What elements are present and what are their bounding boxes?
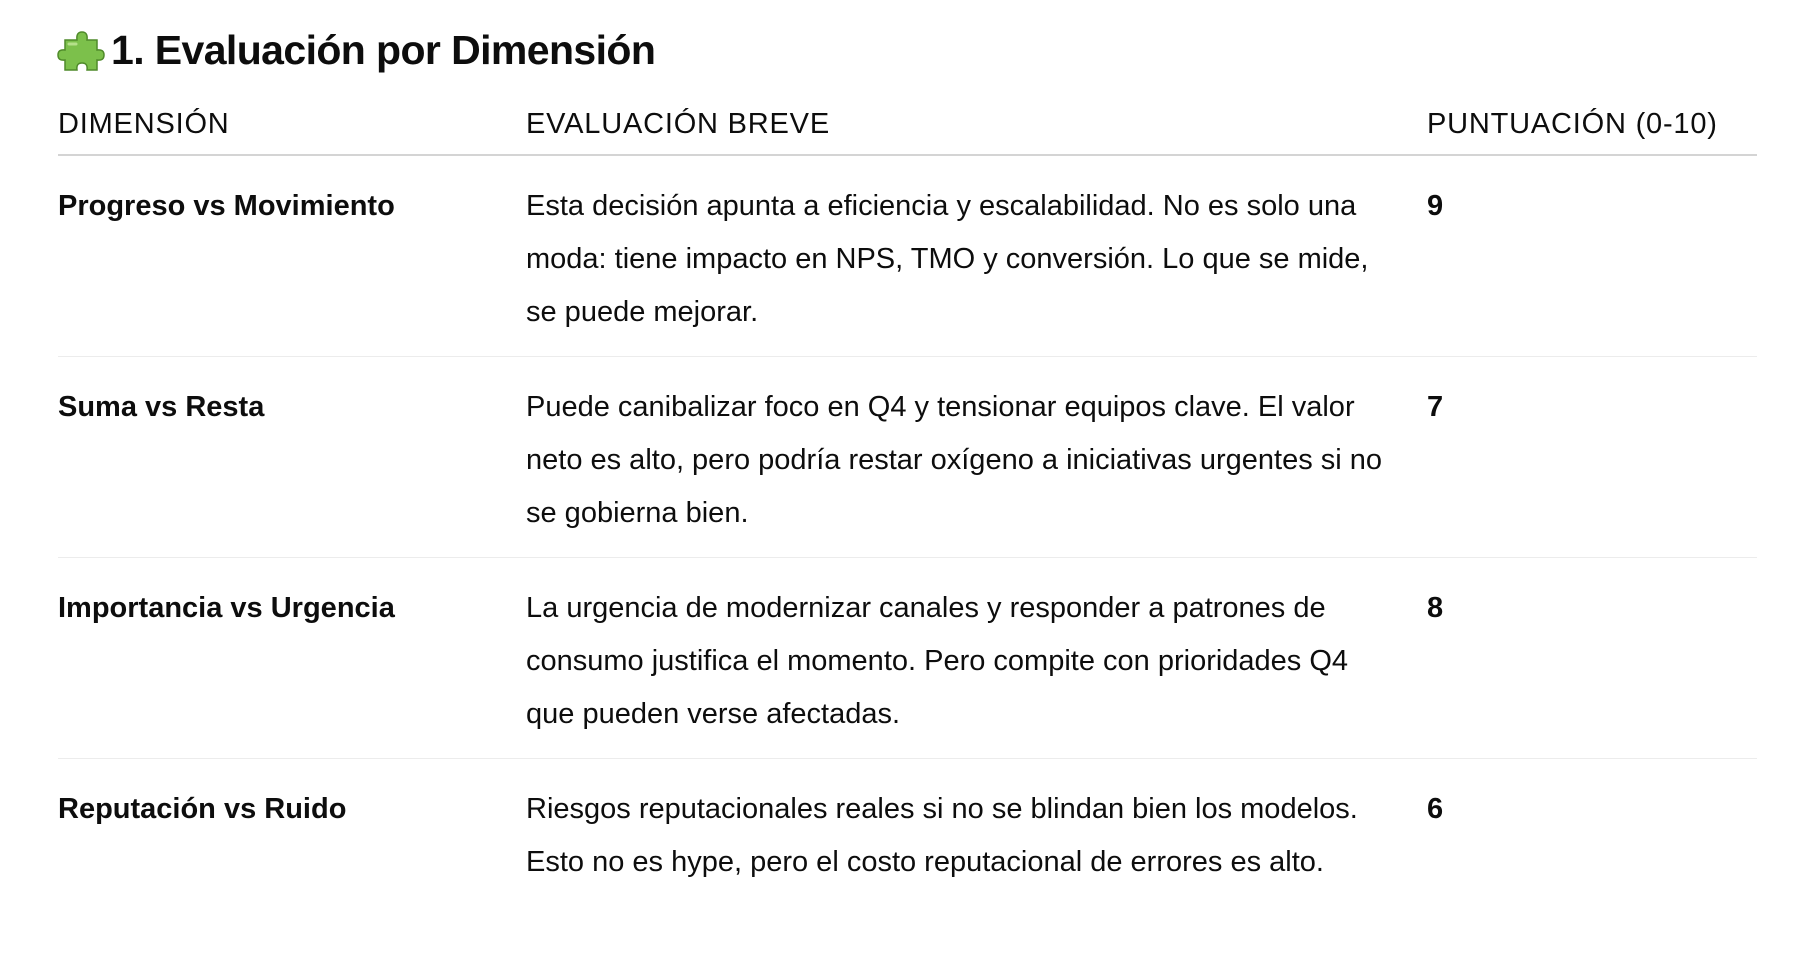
column-header-evaluation: EVALUACIÓN BREVE — [526, 96, 1427, 155]
section-title: 1. Evaluación por Dimensión — [111, 27, 656, 73]
column-header-score: PUNTUACIÓN (0-10) — [1427, 96, 1757, 155]
table-row — [58, 759, 1757, 907]
table-row — [58, 155, 1757, 357]
score-cell: 8 — [1427, 558, 1757, 759]
table-row — [58, 558, 1757, 759]
dimension-cell: Reputación vs Ruido — [58, 793, 347, 825]
score-cell: 7 — [1427, 357, 1757, 558]
column-header-dimension: DIMENSIÓN — [58, 96, 526, 155]
evaluation-table — [58, 96, 1757, 906]
dimension-cell: Suma vs Resta — [58, 357, 526, 558]
puzzle-piece-icon — [57, 26, 105, 74]
evaluation-cell: Esta decisión apunta a eficiencia y escalabilidad. No es solo una moda: tiene impacto en NPS, TMO y conversión. Lo que se mide, se puede mejorar. — [526, 155, 1427, 357]
table-header-row — [58, 96, 1757, 155]
evaluation-cell: Puede canibalizar foco en Q4 y tensionar equipos clave. El valor neto es alto, pero podría restar oxígeno a iniciativas urgentes si no se gobierna bien. — [526, 357, 1427, 558]
dimension-cell: Importancia vs Urgencia — [58, 558, 526, 759]
score-cell: 6 — [1427, 793, 1444, 825]
score-cell: 9 — [1427, 155, 1757, 357]
evaluation-cell: La urgencia de modernizar canales y responder a patrones de consumo justifica el momento. Pero compite con prioridades Q4 que pueden verse afectadas. — [526, 558, 1427, 759]
dimension-cell: Progreso vs Movimiento — [58, 155, 526, 357]
section-heading — [57, 22, 655, 78]
table-row — [58, 357, 1757, 558]
evaluation-cell: Riesgos reputacionales reales si no se blindan bien los modelos. Esto no es hype, pero el costo reputacional de errores es alto. — [526, 793, 1358, 878]
